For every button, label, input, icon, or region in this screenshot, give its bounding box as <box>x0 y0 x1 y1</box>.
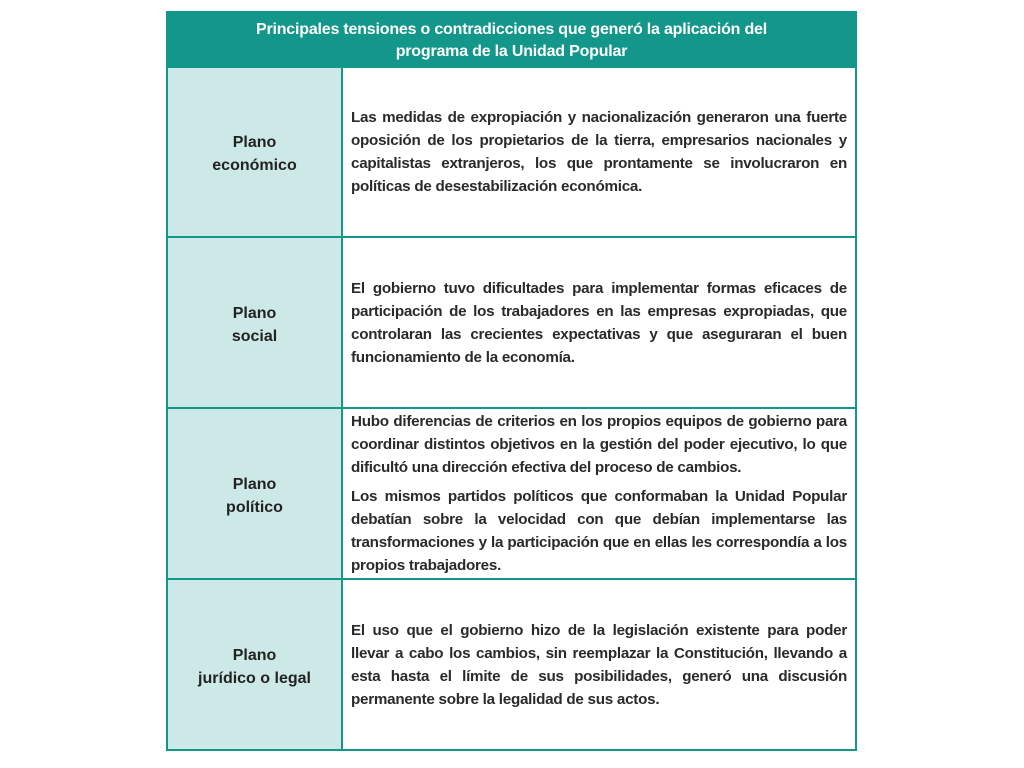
row-label-line-1: Plano <box>232 646 277 664</box>
description-paragraph: Hubo diferencias de criterios en los propios equipos de gobierno para coordinar distintos objetivos en la gestión del poder ejecutivo, lo que dificultó una dirección efectiva del proceso de cambios. <box>351 413 847 476</box>
description-paragraph: Los mismos partidos políticos que conformaban la Unidad Popular debatían sobre la velocidad con que debían implementarse las transformaciones y la participación que en ellas les correspondía a los propios trabajadores. <box>351 488 847 574</box>
table-row-economico <box>168 68 855 236</box>
row-description-politico <box>343 409 855 578</box>
row-label-line-1: Plano <box>232 304 277 322</box>
row-description-social <box>343 238 855 407</box>
row-description-juridico <box>343 580 855 749</box>
description-paragraph: El uso que el gobierno hizo de la legislación existente para poder llevar a cabo los cambios, sin reemplazar la Constitución, llevando a esta hasta el límite de sus posibilidades, generó una discusión permanente sobre la legalidad de sus actos. <box>351 621 847 708</box>
table-row-politico <box>168 407 855 578</box>
table-title-line-1: Principales tensiones o contradicciones que generó la aplicación del <box>255 20 767 38</box>
tensions-table <box>166 11 857 751</box>
row-label-line-2: económico <box>212 157 297 174</box>
row-label-line-1: Plano <box>232 134 277 151</box>
description-paragraph: Las medidas de expropiación y nacionalización generaron una fuerte oposición de los propietarios de la tierra, empresarios nacionales y capitalistas extranjeros, los que prontamente se involucraron en políticas de desestabilización económica. <box>351 109 847 195</box>
row-label-line-2: político <box>226 498 283 516</box>
row-label-social <box>168 238 343 407</box>
row-label-politico <box>168 409 343 578</box>
row-label-line-1: Plano <box>232 475 277 493</box>
row-label-juridico <box>168 580 343 749</box>
table-row-social <box>168 236 855 407</box>
row-description-economico <box>343 68 855 236</box>
description-paragraph: El gobierno tuvo dificultades para implementar formas eficaces de participación de los trabajadores en las empresas expropiadas, que controlaran las crecientes expectativas y que aseguraran el buen funcionamiento de la economía. <box>351 279 847 366</box>
table-header <box>168 13 855 68</box>
row-label-economico <box>168 68 343 236</box>
table-row-juridico <box>168 578 855 749</box>
row-label-line-2: social <box>231 327 278 345</box>
table-title-line-2: programa de la Unidad Popular <box>395 42 628 60</box>
row-label-line-2: jurídico o legal <box>198 669 311 687</box>
